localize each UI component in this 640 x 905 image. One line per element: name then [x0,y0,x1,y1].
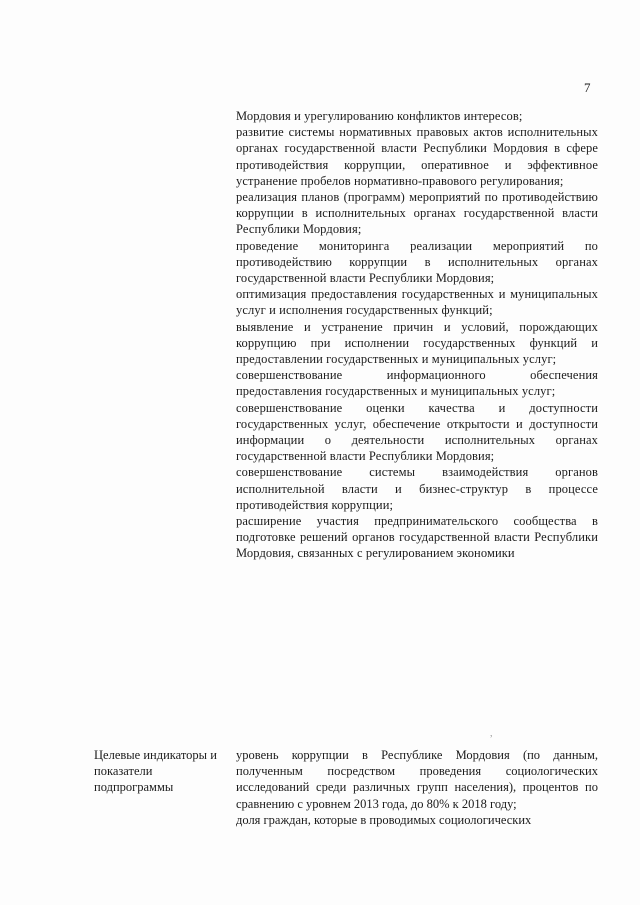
goal-paragraph: Мордовия и урегулированию конфликтов интересов; [236,109,523,123]
goal-paragraph: расширение участия предпринимательского сообщества в подготовке решений органов государственной власти Республики Мордовия, связанных с регулированием экономики [236,514,598,561]
goal-paragraph: совершенствование системы взаимодействия органов исполнительной власти и бизнес-структур в процессе противодействия коррупции; [236,465,598,512]
target-indicators [236,747,598,828]
page-number: 7 [584,80,591,95]
goal-paragraph: выявление и устранение причин и условий, порождающих коррупцию при исполнении государственных функций и предоставлении государственных и муниципальных услуг; [236,319,598,367]
goal-paragraph: развитие системы нормативных правовых актов исполнительных органах государственной власти Республики Мордовия в сфере противодействия коррупции, оперативное и эффективное устранение пробелов нормативно-правового регулирования; [236,125,598,188]
goal-paragraph: совершенствование оценки качества и доступности государственных услуг, обеспечение открытости и доступности информации о деятельности исполнительных органах государственной власти Республики Мордовия; [236,400,598,464]
goal-paragraph: проведение мониторинга реализации мероприятий по противодействию коррупции в исполнительных органах государственной власти Республики Мордовия; [236,238,598,286]
goal-paragraph: оптимизация предоставления государственных и муниципальных услуг и исполнения государственных функций; [236,287,598,318]
goal-paragraph: совершенствование информационного обеспечения предоставления государственных и муниципальных услуг; [236,368,598,399]
goal-paragraph: реализация планов (программ) мероприятий по противодействию коррупции в исполнительных органах государственной власти Республики Мордовия; [236,190,598,237]
subprogram-goals-continued [236,108,598,562]
indicators-label: Целевые индикаторы и показатели подпрограммы [94,748,217,795]
indicator-paragraph: доля граждан, которые в проводимых социологических [236,812,532,827]
indicator-paragraph: уровень коррупции в Республике Мордовия (по данным, полученным посредством проведения социологических исследований среди различных групп населения), процентов по сравнению с уровнем 2013 года, до 80% к 2018 году; [236,748,598,811]
scan-speck: , [490,728,493,739]
